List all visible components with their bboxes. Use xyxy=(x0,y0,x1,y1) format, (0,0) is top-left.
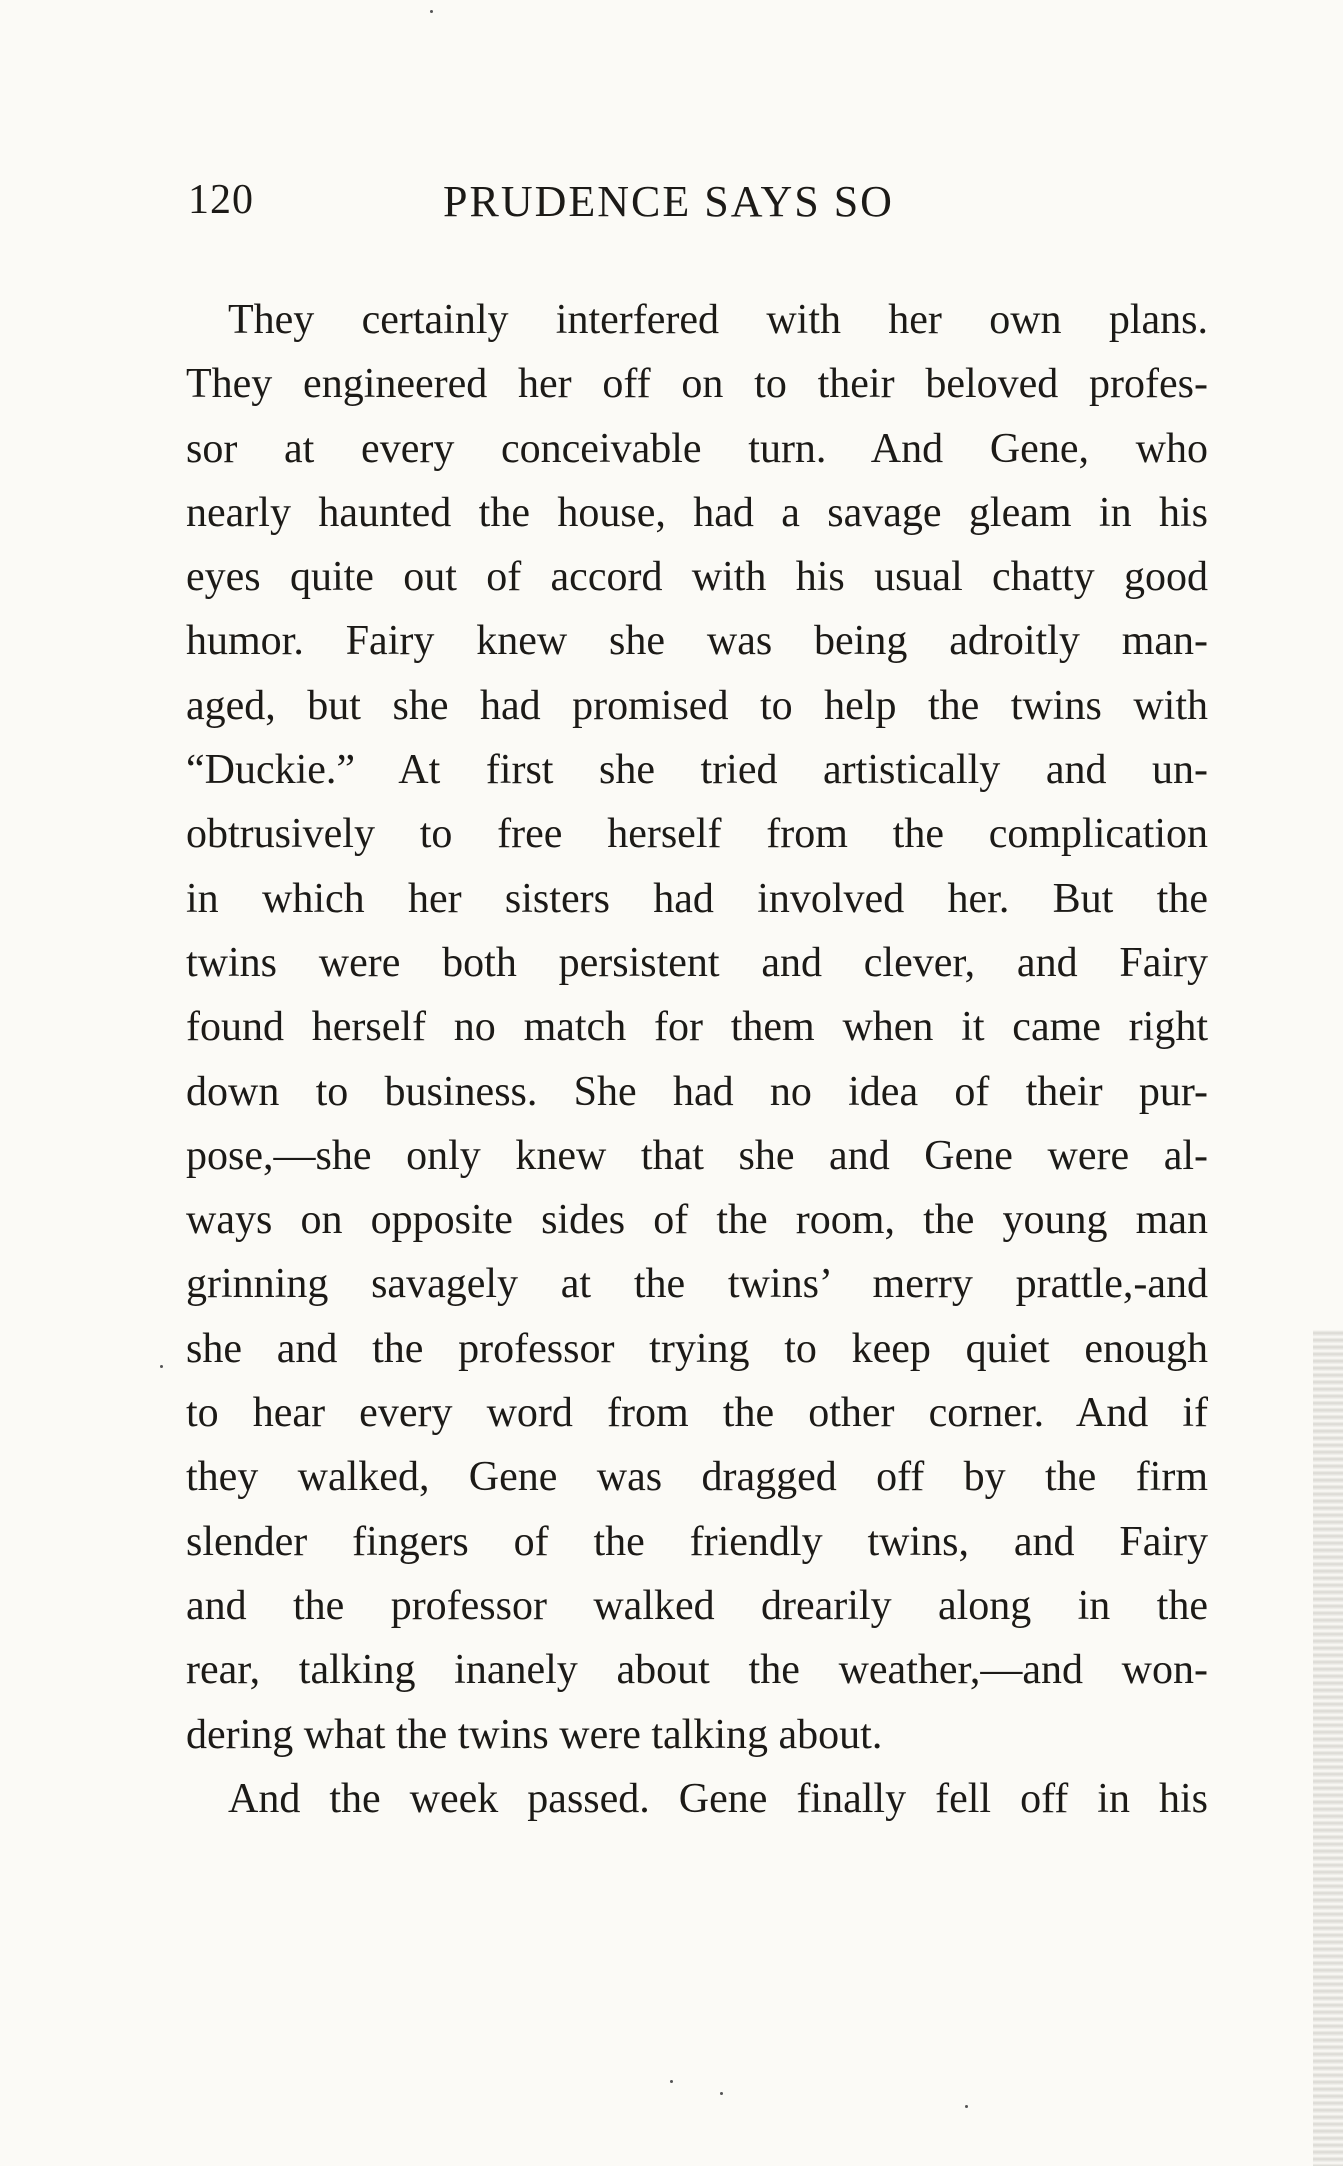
scan-speck xyxy=(160,1365,163,1368)
running-title: PRUDENCE SAYS SO xyxy=(443,177,894,226)
scan-speck xyxy=(430,10,433,13)
text-line: grinning savagely at the twins’ merry prattle,-and xyxy=(186,1261,1208,1308)
text-line: in which her sisters had involved her. But the xyxy=(186,875,1208,922)
text-line: And the week passed. Gene finally fell off in his xyxy=(228,1775,1208,1822)
running-head xyxy=(188,176,1208,236)
text-line: They certainly interfered with her own plans. xyxy=(228,297,1208,343)
text-line: they walked, Gene was dragged off by the firm xyxy=(186,1454,1208,1501)
text-line: “Duckie.” At first she tried artistically and un- xyxy=(186,747,1208,794)
text-line: humor. Fairy knew she was being adroitly man- xyxy=(186,618,1208,665)
text-line: down to business. She had no idea of their pur- xyxy=(186,1068,1208,1115)
text-line: sor at every conceivable turn. And Gene, who xyxy=(186,425,1208,472)
text-line: nearly haunted the house, had a savage gleam in his xyxy=(186,489,1208,536)
text-line: twins were both persistent and clever, and Fairy xyxy=(186,939,1208,986)
text-line: ways on opposite sides of the room, the young man xyxy=(186,1197,1208,1244)
text-line: obtrusively to free herself from the complication xyxy=(186,811,1208,858)
scan-speck xyxy=(965,2105,968,2108)
body-text xyxy=(186,288,1208,1831)
text-line: she and the professor trying to keep quiet enough xyxy=(186,1325,1208,1372)
text-line: to hear every word from the other corner. And if xyxy=(186,1390,1208,1437)
text-line: found herself no match for them when it came right xyxy=(186,1004,1208,1051)
text-line: pose,—she only knew that she and Gene were al- xyxy=(186,1132,1208,1179)
text-line: dering what the twins were talking about. xyxy=(186,1711,883,1758)
text-line: slender fingers of the friendly twins, and Fairy xyxy=(186,1518,1208,1565)
page-number: 120 xyxy=(188,177,254,223)
text-line: rear, talking inanely about the weather,—and won- xyxy=(186,1647,1208,1694)
scan-speck xyxy=(670,2080,673,2083)
text-line: eyes quite out of accord with his usual chatty good xyxy=(186,554,1208,601)
text-line: and the professor walked drearily along in the xyxy=(186,1582,1208,1629)
text-line: They engineered her off on to their beloved profes- xyxy=(186,361,1208,408)
text-line: aged, but she had promised to help the twins with xyxy=(186,682,1208,729)
scan-edge-shadow xyxy=(1313,1330,1343,2166)
scan-speck xyxy=(720,2092,723,2095)
